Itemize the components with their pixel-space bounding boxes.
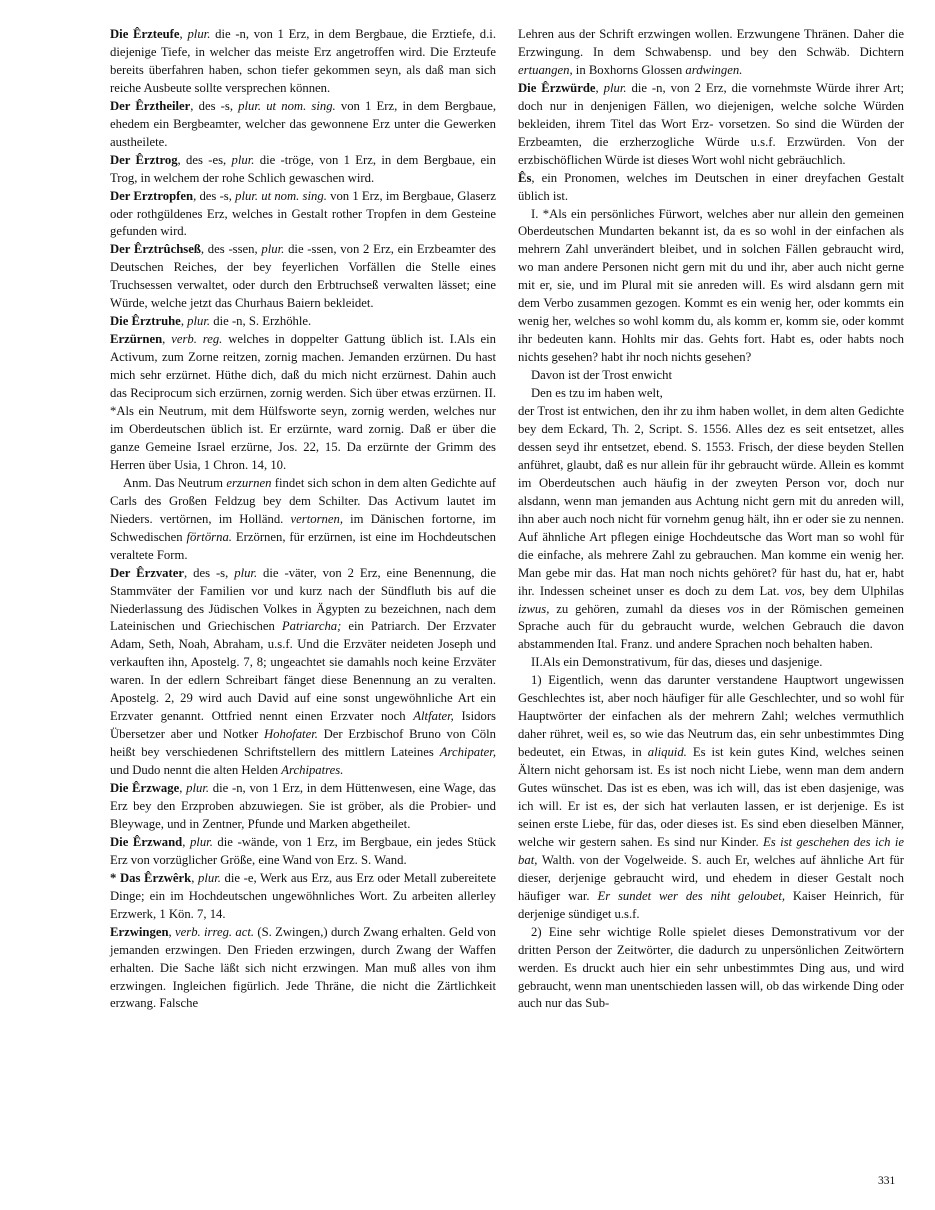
body-text: Erzörnen, für erzürnen, ist eine im Hochdeutschen veraltete Form. <box>110 529 496 562</box>
body-text: , <box>180 314 188 329</box>
headword: Die Êrzteufe <box>110 27 180 41</box>
body-text: der Trost ist entwichen, den ihr zu ihm haben wollet, in dem alten Gedichte bey dem Eckard, Th. 2, Script. S. 1556. Alles dez es seit entsetzet, alles dessen seyd ihr entsetzet, ebend. S. 1553. Frisch, der diese beyden Stellen anführet, glaubt, daß es nur allein für ihr gebraucht würde. Allein es kommt im Oberdeutschen auch häufig in der zweyten Person vor, doch nur alsdann, wenn man jemanden aus Achtung nicht gern mit du anreden will, ihn aber auch noch nicht für vornehm genug hält, ihn er oder sie zu nennen. Auf ähnliche Art pflegen einige Hochdeutsche das Wort man so wohl für die einfache, als mehrere Zahl zu gebrauchen. Man komme ein wenig her. Man gebe mir das. Hat man noch nichts gehöret? für hast du, hat er, habt ihr. Indessen scheinet unser es doch zu dem Lat. <box>518 404 904 598</box>
dictionary-entry <box>110 188 496 242</box>
dictionary-entry <box>110 924 496 1014</box>
body-text: die -n, von 2 Erz, die vornehmste Würde ihrer Art; doch nur in denjenigen Fällen, wo diejenigen, welche solche Würden bekleiden, ihrem Titel das Wort Erz- vorsetzen. So sind die Würden der Erzbeamten, die erzherzogliche Würde u.s.f. Erzwürden. Von der erzbischöflichen Würde ist dieses Wort wohl nicht gebräuchlich. <box>518 80 904 167</box>
body-text: , <box>162 332 172 347</box>
dictionary-entry <box>110 331 496 475</box>
body-text: die -n, von 1 Erz, in dem Bergbaue, die Erztiefe, d.i. diejenige Tiefe, in welcher das meiste Erz angetroffen wird. Die Erzteufe bereits überfahren haben, schon tiefer gekommen seyn, als daß man sich reiche Ausbeute sollte versprechen können. <box>110 27 496 95</box>
body-text: in Boxhorns Glossen <box>572 62 686 77</box>
dictionary-entry <box>110 834 496 870</box>
dictionary-entry <box>110 152 496 188</box>
headword: * Das Êrzwêrk <box>110 870 192 885</box>
italic-text: vos, <box>784 583 805 598</box>
dictionary-entry <box>110 26 496 98</box>
headword: Der Êrztrûchseß <box>110 242 201 257</box>
dictionary-entry <box>110 98 496 152</box>
paragraph <box>518 924 904 1014</box>
italic-text: verb. reg. <box>171 332 223 347</box>
italic-text: aliquid. <box>647 745 687 760</box>
italic-text: plur. <box>234 565 258 580</box>
body-text: Davon ist der Trost enwicht <box>531 368 672 383</box>
italic-text: plur. <box>261 242 285 257</box>
italic-text: förtörna. <box>186 529 232 544</box>
page-number: 331 <box>878 1175 896 1187</box>
body-text: , des -ssen, <box>200 242 262 257</box>
body-text: die -wände, von 1 Erz, im Bergbaue, ein jedes Stück Erz von vorzüglicher Größe, eine Wand von Erz. S. Wand. <box>110 834 496 867</box>
italic-text: Es ist geschehen des ich ie bat, <box>518 834 904 867</box>
headword: Der Erztropfen <box>110 188 194 203</box>
headword: Der Êrzvater <box>110 565 185 580</box>
body-text: bey dem Ulphilas <box>804 583 904 598</box>
dictionary-entry <box>518 170 904 206</box>
italic-text: Archipatres. <box>281 763 344 778</box>
body-text: die -e, Werk aus Erz, aus Erz oder Metall zubereitete Dinge; ein im Hochdeutschen ungewöhnliches Wort. Zu arbeiten allerley Erzwerk, 1 Kön. 7, 14. <box>110 870 496 921</box>
italic-text: plur. <box>187 314 211 329</box>
body-text: Anm. Das Neutrum <box>123 475 227 490</box>
italic-text: vos <box>727 601 744 616</box>
body-text: die -n, S. Erzhöhle. <box>210 314 312 329</box>
paragraph-continued <box>518 26 904 80</box>
body-text: 1) Eigentlich, wenn das darunter verstandene Hauptwort ungewissen Geschlechtes ist, aber noch häufiger für alle Geschlechter, und so wohl für Hauptwörter der einfachen als der mehrern Zahl; welches vermuthlich daher rühret, weil es, so wie das Neutrum das, ein sehr unbestimmtes Ding bedeutet, ein Etwas, in <box>518 673 904 760</box>
right-column <box>518 26 904 1013</box>
body-text: , des -s, <box>193 188 236 203</box>
body-text: , des -s, <box>184 565 235 580</box>
italic-text: verb. irreg. act. <box>175 924 255 939</box>
dictionary-entry <box>110 780 496 834</box>
paragraph-continued <box>518 403 904 654</box>
paragraph <box>518 654 904 672</box>
body-text: Walth. von der Vogelweide. S. auch Er, welches auf ähnliche Art für dieser, derjenige gebraucht wird, und ehedem in dieser Gestalt noch häufiger war. <box>518 852 904 903</box>
body-text: und Dudo nennt die alten Helden <box>110 763 282 778</box>
body-text: in der Römischen gemeinen Sprache auch für du gebraucht wurde, welchen Gebrauch die davon abstammenden Ital. Franz. und andere Sprachen noch behalten haben. <box>518 601 904 652</box>
italic-text: plur. <box>187 27 211 41</box>
body-text: von 1 Erz, in dem Bergbaue, ehedem ein Bergbeamter, welcher das gewonnene Erz unter die Gewerken austheilete. <box>110 98 496 149</box>
italic-text: ardwingen. <box>685 62 743 77</box>
italic-text: vertornen, <box>290 511 343 526</box>
body-text: , <box>182 834 190 849</box>
body-text: Isidors Übersetzer aber und Notker <box>110 709 496 742</box>
italic-text: Patriarcha; <box>281 619 342 634</box>
italic-text: plur. ut nom. sing. <box>235 188 327 203</box>
body-text: , des -es, <box>177 152 232 167</box>
body-text: welches in doppelter Gattung üblich ist. I.Als ein Activum, zum Zorne reitzen, zornig machen. Jemanden erzürnen. Du hast mich sehr erzürnet. Hüthe dich, daß du mich nicht erzürnest. Dahin auch das Reciprocum sich erzürnen, zornig werden. Sich über etwas erzürnen. II. *Als ein Neutrum, mit dem Hülfsworte seyn, zornig werden, welches nur im Oberdeutschen üblich ist. Er erzürnte, ward zornig. Daß er über die ganze Gemeine Israel erzürne, Jos. 22, 15. Da erzürnte der Grimm des Herren über Usia, 1 Chron. 14, 10. <box>110 332 496 472</box>
body-text: Es ist kein gutes Kind, welches seinen Ältern nicht gehorsam ist. Es ist noch nicht Liebe, wenn man dem andern Gutes wünschet. Das ist es eben, was ich will, das ist eben dasjenige, was ich will. Er ist es, der sich hat verlauten lassen, er ist derjenige. Es ist seinen erste Liebe, für das, oder dieses ist. Es sind eben dieselben Männer, welche wir gestern sahen. Es sind nur Kinder. <box>518 745 904 849</box>
headword: Erzürnen <box>110 332 163 347</box>
body-text: II.Als ein Demonstrativum, für das, dieses und dasjenige. <box>531 655 823 670</box>
body-text: ein Patriarch. Der Erzvater Adam, Seth, Noah, Abraham, u.s.f. Und die Erzväter neideten Joseph und verkauften ihn, Apostelg. 7, 8; ungeachtet sie damahls noch keine Erzväter waren. In der edlern Schreibart fänget diese Benennung an zu veralten. Apostelg. 2, 29 wird auch David auf eine sonst ungewöhnliche Art ein Erzvater genannt. Ottfried nennt einen Erzvater noch <box>110 619 496 724</box>
italic-text: Hohofater. <box>263 727 318 742</box>
body-text: von 1 Erz, im Bergbaue, Glaserz oder rothgüldenes Erz, welches in Gestalt rother Tropfen in dem Gesteine gefunden wird. <box>110 188 496 239</box>
body-text: 2) Eine sehr wichtige Rolle spielet dieses Demonstrativum vor der dritten Person der Zeitwörter, die dadurch zu unpersönlichen Zeitwörtern werden. Es druckt auch hier ein sehr unbestimmtes Ding aus, und wird gebraucht, wenn man unentschieden lassen will, ob das wirkende Ding oder auch nur das Sub- <box>518 924 904 1011</box>
headword: Ês <box>518 170 532 185</box>
body-text: im Dänischen fortorne, im Schwedischen <box>110 511 497 544</box>
verse-line <box>518 385 904 403</box>
paragraph <box>518 672 904 923</box>
body-text: , <box>179 781 187 796</box>
headword: Die Êrzwand <box>110 834 183 849</box>
headword: Der Êrztheiler <box>110 98 191 113</box>
dictionary-entry <box>518 80 904 170</box>
dictionary-entry <box>110 241 496 313</box>
body-text: I. *Als ein persönliches Fürwort, welches aber nur allein den gemeinen Oberdeutschen Mundarten bekannt ist, da es so wohl in der einfachen als mehrern Zahl unverändert bleibet, und in solchen Fällen gebraucht wird, wo man andere Personen nicht gern mit du und ihr, aber auch nicht gerne mit er, sie, und im Plural mit sie anreden will. Es wird alsdann gern mit dem Verbo zusammen gezogen. Kommt es ein wenig her, oder kommts ein wenig her, welches so wohl komm du, als komm er, komm sie, oder kommt ihr bedeuten kann. Hohlts mir das. Gehts fort. Habt es, oder habts noch nichts gesehen? habt ihr noch nichts gesehen? <box>518 206 904 365</box>
body-text: Lehren aus der Schrift erzwingen wollen. Erzwungene Thränen. Daher die Erzwingung. In dem Schwabensp. und bey den Schwäb. Dichtern <box>518 27 904 59</box>
body-text: , <box>595 80 604 95</box>
body-text: die -ssen, von 2 Erz, ein Erzbeamter des Deutschen Reiches, der bey feyerlichen Vorfällen die Stelle eines Truchsessen verwaltet, oder durch den Erbtruchseß verwalten lässet; eine Würde, welche jetzt das Churhaus Baiern bekleidet. <box>110 242 496 311</box>
body-text: , <box>191 870 198 885</box>
body-text: , <box>168 924 175 939</box>
italic-text: erzurnen <box>226 475 272 490</box>
italic-text: plur. <box>603 80 627 95</box>
dictionary-entry <box>110 313 496 331</box>
body-text: die -n, von 1 Erz, in dem Hüttenwesen, eine Wage, das Erz bey den Erzproben abzuwiegen. Sie ist gröber, als die Probier- und Bleywage, und in Zentner, Pfunde und Marken abgetheilet. <box>110 781 496 831</box>
italic-text: plur. <box>198 870 221 885</box>
body-text: , <box>179 27 188 41</box>
body-text: die -tröge, von 1 Erz, in dem Bergbaue, ein Trog, in welchem der rohe Schlich gewaschen wird. <box>110 152 496 185</box>
headword: Die Êrzwürde <box>518 80 596 95</box>
headword: Der Êrztrog <box>110 152 178 167</box>
italic-text: plur. ut nom. sing. <box>238 98 336 113</box>
body-text: (S. Zwingen,) durch Zwang erhalten. Geld von jemanden erzwingen. Den Frieden erzwingen, durch Zwang der Waffen erhalten. Die Sache läßt sich nicht erzwingen. Man muß alles von ihm erzwingen. Ingleichen figürlich. Jede Thräne, die nicht die Zärtlichkeit erzwang. Falsche <box>110 924 497 1011</box>
verse-line <box>518 367 904 385</box>
body-text: Den es tzu im haben welt, <box>531 386 663 401</box>
headword: Die Êrzwage <box>110 781 180 796</box>
italic-text: plur. <box>231 152 255 167</box>
body-text: , ein Pronomen, welches im Deutschen in einer dreyfachen Gestalt üblich ist. <box>518 170 904 203</box>
dictionary-entry <box>110 565 496 780</box>
body-text: zu gehören, zumahl da dieses <box>549 601 728 616</box>
paragraph <box>110 475 496 565</box>
body-text: findet sich schon in dem alten Gedichte auf Carls des Großen Feldzug bey dem Schilter. Das Activum lautet im Nieders. vertörnen, im Holländ. <box>110 475 496 526</box>
paragraph <box>518 206 904 368</box>
italic-text: izwus, <box>518 601 550 616</box>
dictionary-entry <box>110 870 496 924</box>
headword: Die Êrztruhe <box>110 314 181 329</box>
body-text: Kaiser Heinrich, für derjenige sündiget u.s.f. <box>518 888 905 921</box>
body-text: , des -s, <box>190 98 239 113</box>
italic-text: Archipater, <box>439 745 496 760</box>
headword: Erzwingen <box>110 924 169 939</box>
italic-text: Altfater, <box>413 709 454 724</box>
italic-text: ertuangen, <box>518 62 573 77</box>
body-text: Der Erzbischof Bruno von Cöln heißt bey verschiedenen Schriftstellern des mittlern Lateines <box>110 727 496 760</box>
italic-text: plur. <box>189 834 213 849</box>
body-text: die -väter, von 2 Erz, eine Benennung, die Stammväter der Familien vor und kurz nach der Sündfluth bis auf die Niederlassung des Jüdischen Volkes in Ägypten zu bezeichnen, nach dem Lateinischen und Griechischen <box>110 565 496 634</box>
italic-text: plur. <box>186 781 210 796</box>
italic-text: Er sundet wer des niht geloubet, <box>597 888 786 903</box>
left-column <box>110 26 496 1013</box>
